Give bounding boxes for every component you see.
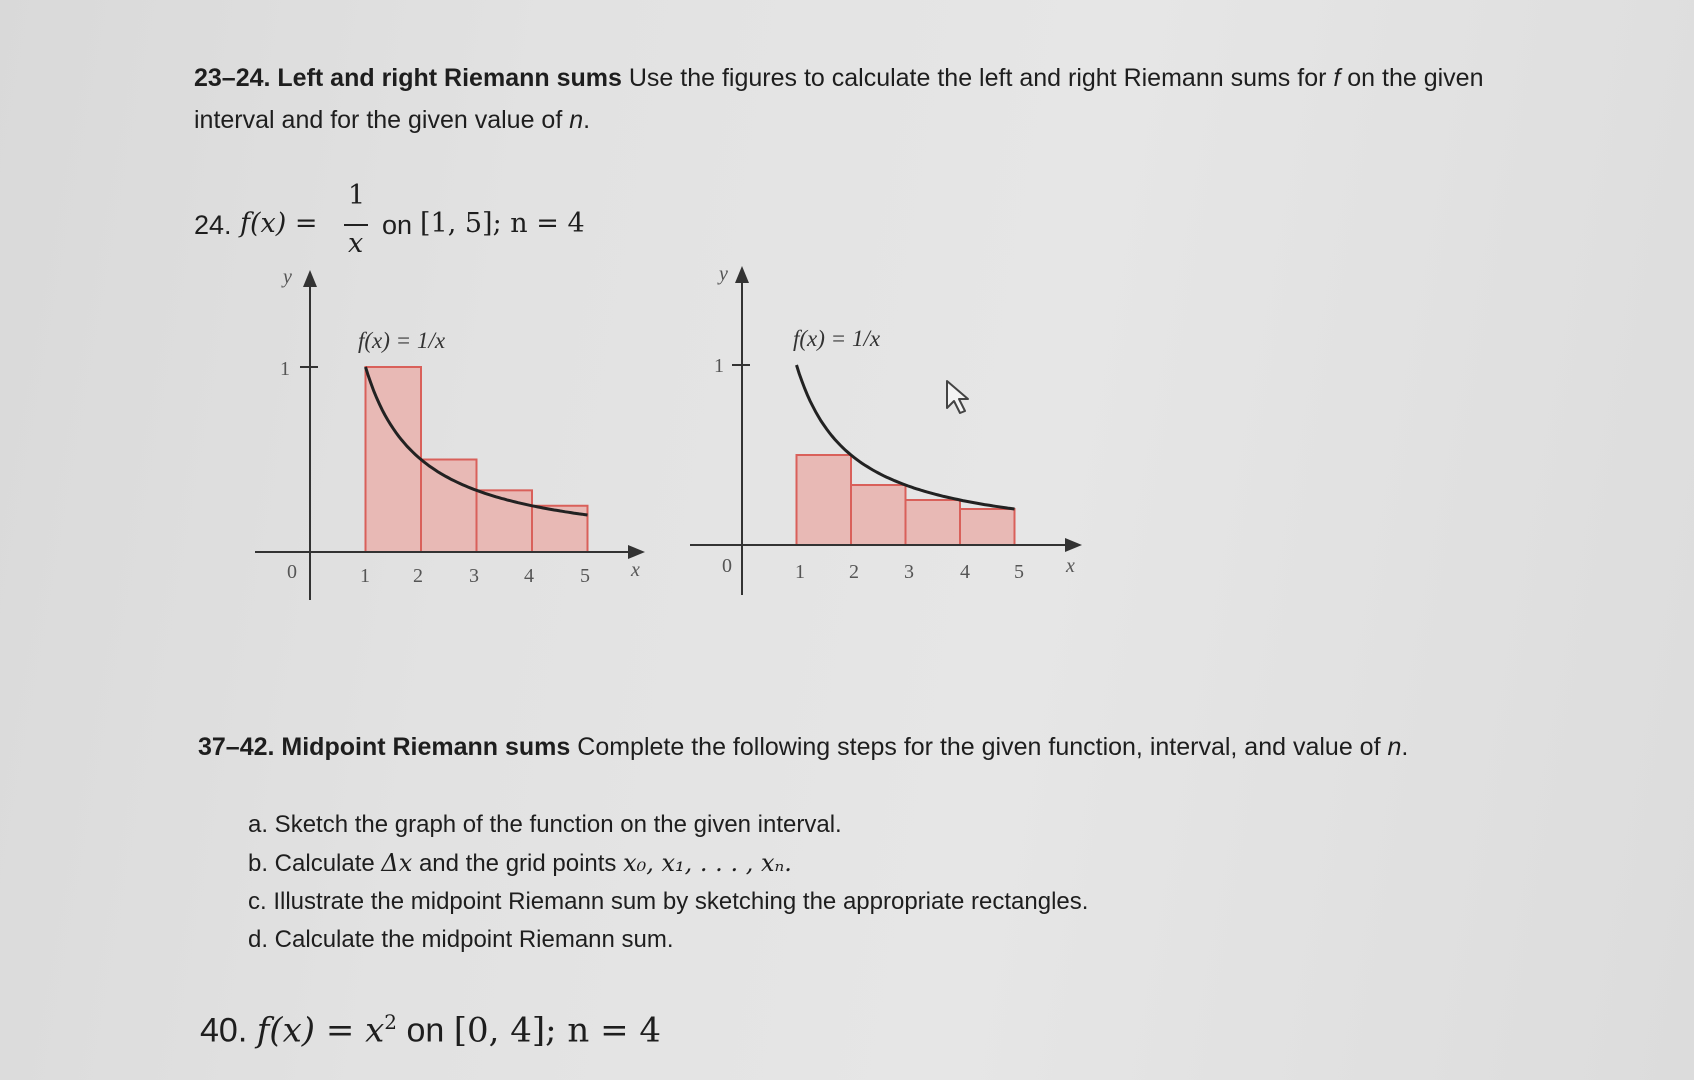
- x-tick-label-right-1: 1: [795, 561, 805, 583]
- x-tick-label-left-3: 3: [469, 565, 479, 587]
- bars-left: [366, 367, 588, 552]
- riemann-bar: [797, 455, 852, 545]
- section2-title: 37–42. Midpoint Riemann sums: [198, 733, 571, 761]
- section1-f: f: [1333, 64, 1341, 92]
- section1-text: Use the figures to calculate the left and right Riemann sums for: [621, 64, 1334, 92]
- problem24-denominator: x: [348, 228, 364, 259]
- problem24-numerator: 1: [348, 180, 366, 211]
- origin-right: 0: [722, 555, 732, 577]
- step-b-pre: b. Calculate: [248, 850, 382, 877]
- x-tick-label-left-2: 2: [413, 565, 423, 587]
- riemann-bar: [906, 500, 961, 545]
- function-label-left: f(x) = 1/x: [358, 328, 446, 353]
- section2-n: n: [1387, 733, 1402, 761]
- riemann-bar: [421, 460, 477, 553]
- x-tick-label-right-5: 5: [1014, 561, 1024, 583]
- section1-line2b: .: [583, 106, 591, 134]
- y-tick-label-right: 1: [714, 355, 724, 377]
- problem24-on: on: [382, 210, 413, 240]
- x-axis-label-left: x: [631, 559, 640, 581]
- section1-line2a: interval and for the given value of: [194, 106, 570, 134]
- step-d: d. Calculate the midpoint Riemann sum.: [248, 926, 674, 953]
- mouse-cursor-icon: [947, 381, 968, 413]
- section2-heading: [198, 726, 1618, 768]
- y-tick-label-left: 1: [280, 358, 290, 380]
- step-c: c. Illustrate the midpoint Riemann sum by sketching the appropriate rectangles.: [248, 888, 1089, 915]
- section2-end: .: [1401, 733, 1409, 761]
- x-tick-label-right-3: 3: [904, 561, 914, 583]
- step-a: a. Sketch the graph of the function on the given interval.: [248, 811, 842, 838]
- problem24-rhs: [1, 5]; n = 4: [420, 208, 585, 239]
- step-b-points: x₀, x₁, . . . , xₙ.: [623, 849, 792, 877]
- riemann-bar: [960, 509, 1015, 545]
- bars-right: [797, 455, 1015, 545]
- step-b-delta: Δx: [381, 849, 413, 877]
- problem40-on: on: [397, 1011, 454, 1050]
- section1-text2: on the given: [1340, 64, 1484, 92]
- steps-list: [248, 806, 1548, 959]
- y-arrow-right: [735, 266, 749, 283]
- y-axis-label-right: y: [719, 263, 728, 285]
- origin-left: 0: [287, 561, 297, 583]
- x-tick-label-right-4: 4: [960, 561, 970, 583]
- x-arrow-left: [628, 545, 645, 559]
- y-axis-label-left: y: [283, 266, 292, 288]
- section1-n: n: [569, 106, 584, 134]
- figure-right: [690, 263, 1082, 595]
- y-arrow-left: [303, 270, 317, 287]
- x-tick-label-left-1: 1: [360, 565, 370, 587]
- problem40-lhs: f(x) = x: [256, 1010, 385, 1051]
- section2-text: Complete the following steps for the given function, interval, and value of: [570, 733, 1388, 761]
- problem24-lhs: f(x) =: [240, 208, 318, 239]
- riemann-bar: [851, 485, 906, 545]
- problem40-rhs: [0, 4]; n = 4: [453, 1010, 662, 1051]
- x-tick-label-right-2: 2: [849, 561, 859, 583]
- problem40: [200, 1010, 661, 1050]
- x-arrow-right: [1065, 538, 1082, 552]
- function-label-right: f(x) = 1/x: [793, 326, 881, 351]
- step-b-mid: and the grid points: [412, 850, 624, 877]
- x-tick-label-left-4: 4: [524, 565, 534, 587]
- x-tick-label-left-5: 5: [580, 565, 590, 587]
- problem40-exponent: 2: [384, 1010, 398, 1034]
- step-b: [248, 844, 1548, 883]
- section1-title: 23–24. Left and right Riemann sums: [194, 64, 622, 92]
- figure-left: [255, 266, 645, 600]
- problem40-number: 40.: [200, 1011, 248, 1050]
- problem24-number: 24.: [194, 210, 232, 240]
- x-axis-label-right: x: [1066, 555, 1075, 577]
